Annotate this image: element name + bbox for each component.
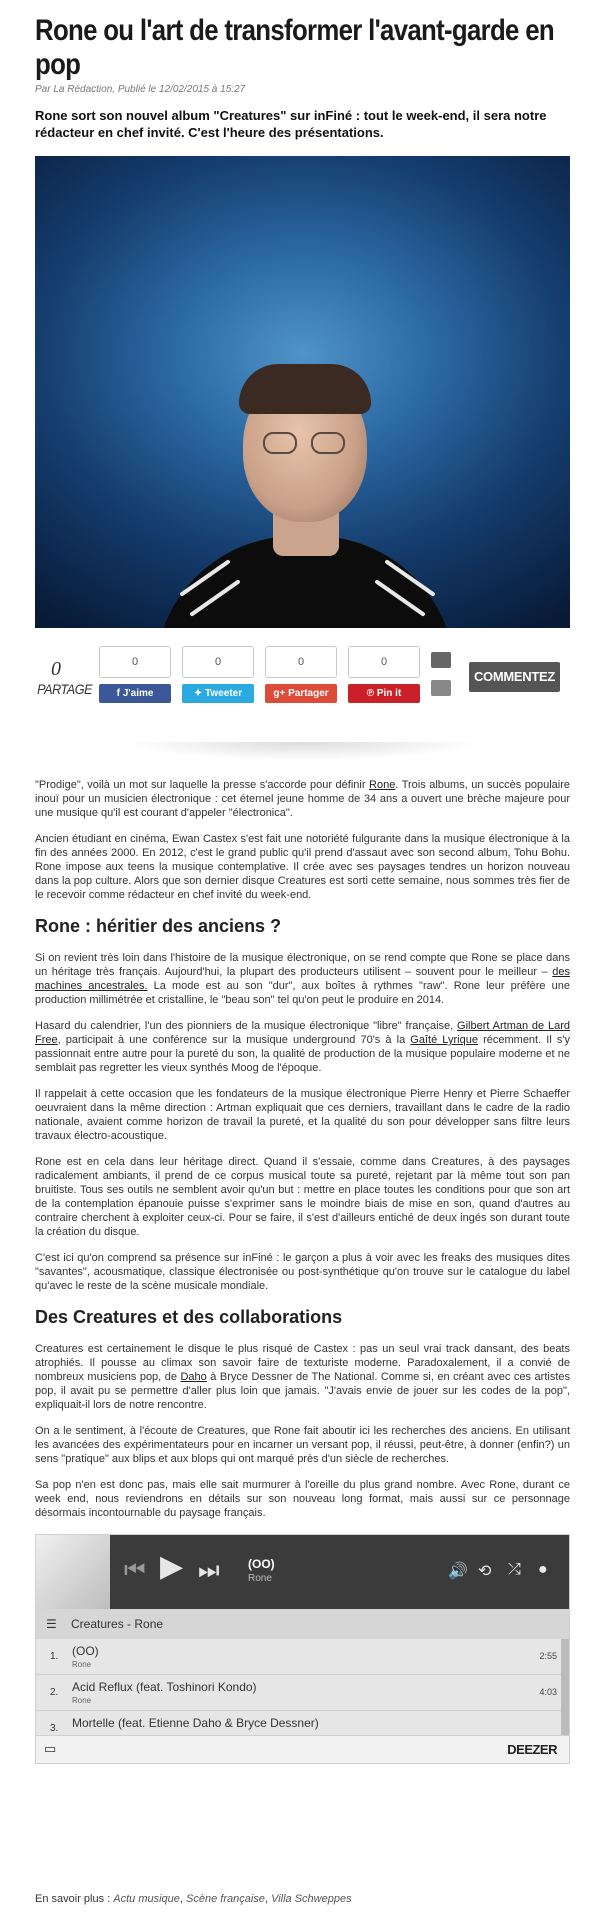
share-total-label: PARTAGE [37,681,93,697]
now-playing-artist: Rone [248,1573,272,1584]
section-heading: Rone : héritier des anciens ? [35,916,282,936]
facebook-like-label: J'aime [122,688,154,699]
album-cover [36,1535,110,1609]
facebook-like-button[interactable] [99,684,171,703]
article-lede: Rone sort son nouvel album "Creatures" sur inFiné : tout le week-end, il sera notre rédacteur en chef invité. C'est l'heure des présentations. [35,108,547,140]
photo-hair [239,364,371,414]
share-bar [35,646,570,734]
facebook-count: 0 [99,646,171,678]
google-plus-count: 0 [265,646,337,678]
track-artist: Rone [72,1660,92,1669]
print-icon[interactable] [431,652,451,668]
volume-icon[interactable]: 🔊 [448,1563,468,1580]
hero-photo [35,156,570,628]
track-title: Acid Reflux (feat. Toshinori Kondo) [72,1680,257,1694]
related-link[interactable]: Actu musique [113,1893,180,1905]
player-controls [36,1535,569,1609]
pin-it-button[interactable] [348,684,420,703]
pinterest-share[interactable] [348,646,420,703]
paragraph: On a le sentiment, à l'écoute de Creatures, que Rone fait aboutir ici les recherches des anciens. En utilisant les avancées des expérimentateurs pour en incarner un versant pop, il réussi, peut-être, à donner (enfin?) un sens "pratique" aux blips et aux blops qui ont marqué près d'un siècle de recherches. [35,1425,570,1465]
related-links: En savoir plus : Actu musique, Scène française, Villa Schweppes [35,1893,352,1905]
playlist-title: Creatures - Rone [71,1617,164,1631]
daho-link[interactable]: Daho [180,1371,207,1383]
deezer-player [35,1534,570,1764]
google-plus-share-button[interactable] [265,684,337,703]
google-plus-share[interactable] [265,646,337,703]
twitter-count: 0 [182,646,254,678]
text: "Prodige", voilà un mot sur laquelle la presse s'accorde pour définir [35,779,370,791]
now-playing-title: (OO) [248,1557,275,1571]
text: Creatures est certainement le disque le plus risqué de Castex : pas un seul vrai track dansant, des beats atrophiés. Il pousse au climax son savoir faire de texturiste moderne. Paradoxalement, il a convié de nombreux musiciens pop, de [35,1343,570,1383]
track-row[interactable] [36,1675,569,1711]
track-row[interactable] [36,1639,569,1675]
email-icon[interactable] [431,680,451,696]
track-number: 2. [50,1687,59,1698]
paragraph: Sa pop n'en est donc pas, mais elle sait murmurer à l'oreille du plus grand nombre. Avec Rone, durant ce week end, nous reviendrons en détails sur son nouveau long format, mais aussi sur ce personnage désormais incontournable du paysage français. [35,1479,570,1519]
repeat-icon[interactable]: ⟲ [478,1563,492,1580]
paragraph [35,778,570,820]
photo-glasses-right [311,432,345,454]
twitter-share[interactable] [182,646,254,703]
text: . Trois albums, un succès populaire inouï pour un musicien électronique : cet éternel jeune homme de 34 ans a ouvert une brèche majeure pour une musique qu'il est courant d'appeler "électronica". [35,779,570,819]
deezer-logo[interactable]: DEEZER [507,1742,557,1757]
expand-icon[interactable]: ▭ [44,1741,57,1756]
paragraph [35,1342,570,1412]
play-icon[interactable]: ▶ [160,1550,184,1583]
track-number: 3. [50,1723,59,1734]
paragraph: C'est ici qu'on comprend sa présence sur inFiné : le garçon a plus à voir avec les freaks des musiques dites "savantes", acousmatique, classique électronisée ou post-synthétique qu'on trouve sur le catalogue du label qu'avec le reste de la scène musicale mondiale. [35,1252,570,1292]
section-heading: Des Creatures et des collaborations [35,1307,343,1327]
paragraph [35,951,570,1007]
machines-link[interactable]: des machines ancestrales. [35,966,570,992]
playlist-header [36,1609,569,1639]
text: , participait à une conférence sur la musique underground 70's à la [57,1034,411,1046]
paragraph: Ancien étudiant en cinéma, Ewan Castex s'est fait une notoriété fulgurante dans la musique électronique à la fin des années 2000. En 2012, c'est le grand public qu'il prend d'assaut avec son second album, Tohu Bohu. Rone impose aux teens la musique contemplative. Il crée avec ses paysages tendres un horizon nouveau dans la pop culture. Alors que son dernier disque Creatures est sorti cette semaine, nous sommes très fier de le recevoir comme rédacteur en chef invité du week-end. [35,833,570,901]
track-duration: 2:55 [539,1651,557,1661]
track-title: (OO) [72,1644,99,1658]
article-header [35,0,570,734]
gilbert-artman-link[interactable]: Gilbert Artman de Lard Free [35,1020,570,1046]
share-total [35,658,93,697]
rone-link[interactable]: Rone [369,779,396,791]
next-icon[interactable]: ⏭ [198,1557,220,1584]
comment-button[interactable]: COMMENTEZ [469,662,560,692]
text: Si on revient très loin dans l'histoire de la musique électronique, on se rend compte que Rone se place dans un héritage très français. Aujourd'hui, la plupart des producteurs utilisent – souvent pour le meilleur – [35,952,570,978]
text: à Bryce Dessner de The National. Comme si, en créant avec ces artistes pop, il avait pu se permettre d'aller plus loin que jamais. "J'avais envie de jouer sur les codes de la pop", expliquait-il lors de notre rencontre. [35,1371,571,1411]
facebook-icon: f [116,688,123,699]
related-label: En savoir plus : [35,1893,111,1905]
previous-icon[interactable]: ⏮ [124,1557,146,1584]
pinterest-count: 0 [348,646,420,678]
player-footer [36,1735,569,1763]
google-plus-icon: g+ [273,688,289,699]
twitter-icon: ✦ [193,688,206,699]
paragraph: Il rappelait à cette occasion que les fondateurs de la musique électronique Pierre Henry et Pierre Schaeffer oeuvraient dans la même direction : Artman expliquait que ces derniers, travaillant dans le cadre de la radio nationale, avaient comme horizon de travail la pureté, et la qualité du son pour développer sans filtre leurs travaux électro-acoustique. [35,1088,570,1142]
gaite-lyrique-link[interactable]: Gaîté Lyrique [410,1034,478,1046]
paragraph: Rone est en cela dans leur héritage direct. Quand il s'essaie, comme dans Creatures, à des paysages radicalement ambiants, il prend de ce corpus musical toute sa pureté, rejetant par là même tout son pan bruitiste. Tous ses outils ne semblent avoir qu'un but : mettre en place toutes les conditions pour que son art de la contemplation épanouie puisse s'exprimer sans le moindre biais de mise en son, quand d'autres au contraire cherchent à exploiter ceux-ci. Pour se faire, il s'est d'ailleurs entiché de deux ingés son durant toute la création du disque. [35,1156,570,1238]
user-icon[interactable]: ● [538,1561,548,1578]
track-number: 1. [50,1651,59,1662]
text: Hasard du calendrier, l'un des pionniers de la musique électronique "libre" française, [35,1020,458,1032]
playlist-scrollbar[interactable] [561,1639,569,1737]
tweet-button[interactable] [182,684,254,703]
playlist-icon: ☰ [46,1617,57,1631]
google-plus-share-label: Partager [288,688,329,699]
byline: Par La Rédaction, Publié le 12/02/2015 à 15:27 [35,84,246,95]
text: récemment. Il s'y passionnait entre autre pour la pureté du son, la qualité de production de la musique populaire moderne et ne semblait pas regretter les vieux synthés Moog de l'époque. [35,1034,570,1074]
shuffle-icon[interactable]: ⤮ [508,1561,521,1578]
pin-it-label: Pin it [376,688,402,699]
track-artist: Rone [72,1696,92,1705]
section-divider [0,742,605,768]
text: La mode est au son "dur", aux boîtes à rythmes "raw". Rone leur préfère une production millimétrée et cristalline, le "beau son" tel qu'on peut le produire en 2014. [35,980,570,1006]
article-body [35,778,570,1764]
related-link[interactable]: Scène française [186,1893,265,1905]
track-duration: 4:03 [539,1687,557,1697]
related-link[interactable]: Villa Schweppes [271,1893,352,1905]
facebook-share[interactable] [99,646,171,703]
tweet-label: Tweeter [205,688,243,699]
paragraph [35,1019,570,1075]
photo-glasses-left [263,432,297,454]
share-total-count: 0 [51,658,61,680]
track-title: Mortelle (feat. Etienne Daho & Bryce Dessner) [72,1716,319,1730]
pinterest-icon: ℗ [366,688,377,699]
page-title: Rone ou l'art de transformer l'avant-garde en pop [35,14,554,81]
